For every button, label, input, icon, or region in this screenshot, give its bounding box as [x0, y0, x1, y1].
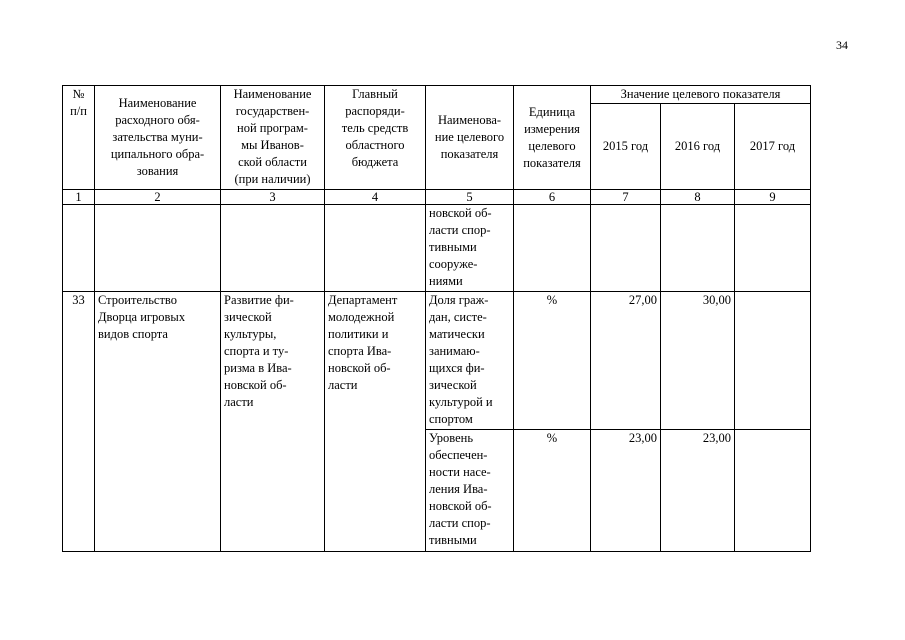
column-number: 5 [426, 190, 514, 205]
header-obligation: Наименование расходного обя- зательства муни- ципального обра- зования [95, 86, 221, 190]
header-2015: 2015 год [591, 104, 661, 190]
indicator-name: Доля граж- дан, систе- матически занимаю- щихся фи- зической культурой и спортом [426, 292, 514, 430]
header-program: Наименование государствен- ной програм- мы Иванов- ской области (при наличии) [221, 86, 325, 190]
header-2017: 2017 год [735, 104, 811, 190]
value-2017 [735, 430, 811, 552]
target-indicators-table [62, 85, 811, 552]
column-number: 1 [63, 190, 95, 205]
header-indicator: Наименова- ние целевого показателя [426, 86, 514, 190]
indicator-unit: % [514, 292, 591, 430]
header-2016: 2016 год [661, 104, 735, 190]
header-value-group: Значение целевого показателя [591, 86, 811, 104]
indicator-name: Уровень обеспечен- ности насе- ления Ива- новской об- ласти спор- тивными [426, 430, 514, 552]
continuation-row [63, 205, 811, 292]
header-num: № п/п [63, 86, 95, 190]
value-2016: 23,00 [661, 430, 735, 552]
continuation-indicator: новской об- ласти спор- тивными сооруже- ниями [426, 205, 514, 292]
value-2015: 27,00 [591, 292, 661, 430]
column-number: 4 [325, 190, 426, 205]
column-number: 2 [95, 190, 221, 205]
column-number: 9 [735, 190, 811, 205]
page-number: 34 [836, 38, 848, 52]
table-row [63, 292, 811, 430]
obligation-name: Строительство Дворца игровых видов спорта [95, 292, 221, 552]
column-number: 6 [514, 190, 591, 205]
column-number: 7 [591, 190, 661, 205]
indicator-unit: % [514, 430, 591, 552]
value-2015: 23,00 [591, 430, 661, 552]
manager-name: Департамент молодежной политики и спорта Ива- новской об- ласти [325, 292, 426, 552]
column-number-row [63, 190, 811, 205]
header-manager: Главный распоряди- тель средств областного бюджета [325, 86, 426, 190]
row-number: 33 [63, 292, 95, 552]
column-number: 8 [661, 190, 735, 205]
value-2017 [735, 292, 811, 430]
column-number: 3 [221, 190, 325, 205]
value-2016: 30,00 [661, 292, 735, 430]
program-name: Развитие фи- зической культуры, спорта и ту- ризма в Ива- новской об- ласти [221, 292, 325, 552]
header-unit: Единица измерения целевого показателя [514, 86, 591, 190]
